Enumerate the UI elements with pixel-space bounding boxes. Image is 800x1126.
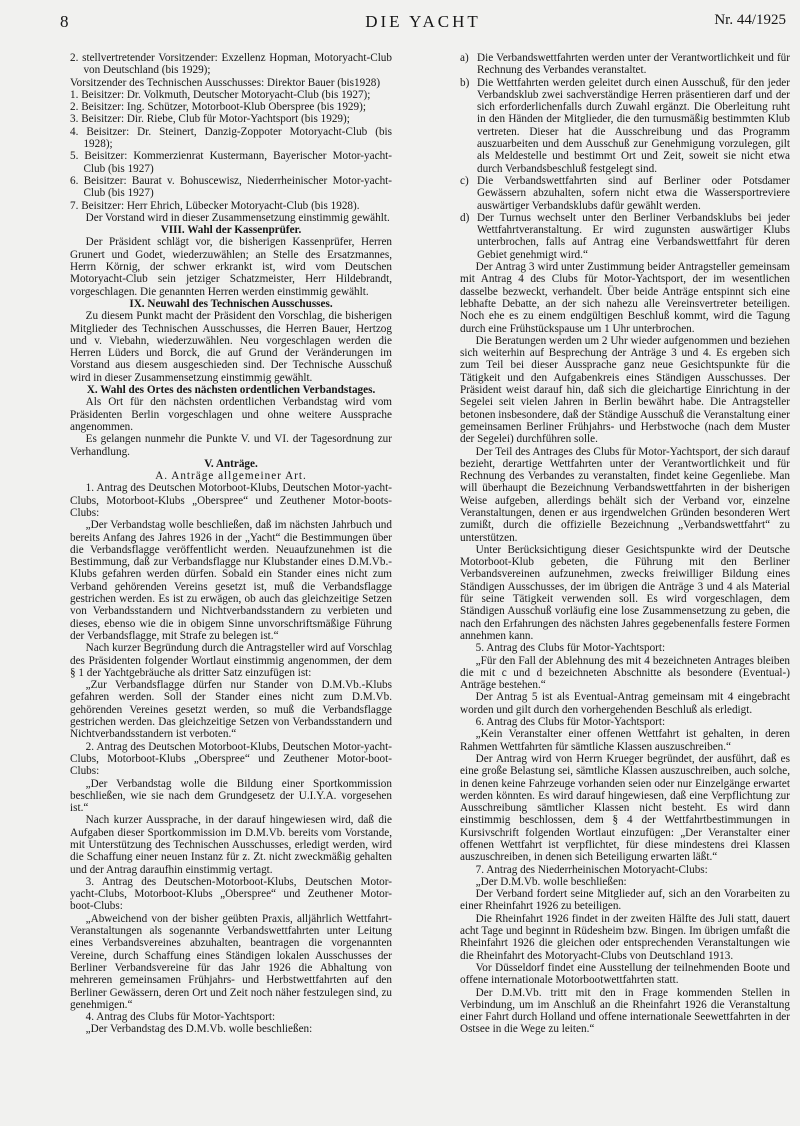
page-header xyxy=(60,12,786,38)
paragraph: Es gelangen nunmehr die Punkte V. und VI. der Tagesordnung zur Verhandlung. xyxy=(70,433,392,458)
board-entry: 2. stellvertretender Vorsitzender: Exzellenz Hopman, Motoryacht-Club von Deutschland (bis 1929); xyxy=(70,52,392,77)
quoted-motion: „Der D.M.Vb. wolle beschließen: xyxy=(475,875,627,888)
board-entry: 6. Beisitzer: Baurat v. Bohuscewisz, Niederrheinischer Motor-yacht-Club (bis 1927) xyxy=(70,174,392,200)
quoted-motion: „Für den Fall der Ablehnung des mit 4 bezeichneten Antrages bleiben die mit c und d bezeichneten Abschnitte als besondere (Eventual-) Anträge bestehen.“ xyxy=(460,654,790,692)
board-entry: 3. Beisitzer: Dir. Riebe, Club für Motor-Yachtsport (bis 1929); xyxy=(70,113,350,126)
paragraph: Der Vorstand wird in dieser Zusammensetzung einstimmig gewählt. xyxy=(85,211,390,224)
motion-item xyxy=(460,52,790,77)
board-entry: Vorsitzender des Technischen Ausschusses: Direktor Bauer (bis1928) xyxy=(70,76,381,89)
paragraph: Als Ort für den nächsten ordentlichen Verbandstag wird vom Präsidenten Berlin vorgeschlagen und ohne weitere Aussprache angenommen. xyxy=(70,396,392,433)
quoted-motion: Der Verband fordert seine Mitglieder auf, sich an den Vorarbeiten zu einer Rheinfahrt 1926 zu beteiligen. xyxy=(460,888,790,913)
left-column xyxy=(70,52,392,1036)
subsection-heading: A. Anträge allgemeiner Art. xyxy=(155,470,307,483)
motion-item-label: b) xyxy=(460,76,470,89)
quoted-motion: „Der Verbandstag des D.M.Vb. wolle beschließen: xyxy=(85,1023,313,1036)
paragraph: Der Antrag wird von Herrn Krueger begründet, der ausführt, daß es eine große Belastung sei, sämtliche Klassen auszuschreiben, auch solche, in denen keine Fahrzeuge vorhanden seien oder nur Einzelgänge erwartet werden könnten. Es wird darauf hingewiesen, daß eine Verpflichtung zur Ausschreibung sämtlicher Klassen nicht besteht. Es wird dann einstimmig beschlossen, dem § 4 der Wettfahrtbestimmungen in Kursivschrift folgenden Wortlaut einzufügen: „Der Veranstalter einer offenen Wettfahrt ist verpflichtet, für diese mindestens drei Klassen auszuschreiben, in denen sich Beteiligung erwarten läßt.“ xyxy=(460,752,790,864)
quoted-motion: „Zur Verbandsflagge dürfen nur Stander von D.M.Vb.-Klubs gefahren werden. Soll der Stander eines nicht zum D.M.Vb. gehörenden Vereines gesetzt werden, so muß die Verbandsflagge gestrichen werden. Das gleichzeitige Setzen von Verbandsstandern und Nichtverbandsstandern ist verboten.“ xyxy=(70,679,392,741)
section-heading: V. Anträge. xyxy=(204,457,258,470)
paragraph: Die Beratungen werden um 2 Uhr wieder aufgenommen und beziehen sich weiterhin auf Besprechung der Anträge 3 und 4. Es ergeben sich zum Teil bei dieser Aussprache ganz neue Gesichtspunkte für die Tätigkeit und den Aufgabenkreis eines Ständigen Ausschusses. Der Präsident weist darauf hin, daß sich die gleichartige Einrichtung in der Segelei seit vielen Jahren in Berlin bewährt habe. Die Antragsteller betonen insbesondere, daß der Ständige Ausschuß die Veranstaltung einer gemeinsamen Berliner Frühjahrs- und Herbstwoche (nach dem Muster der Segelei) durchführen solle. xyxy=(460,334,790,446)
board-entry: 7. Beisitzer: Herr Ehrich, Lübecker Motoryacht-Club (bis 1928). xyxy=(70,199,360,212)
motion-title: 2. Antrag des Deutschen Motorboot-Klubs, Deutschen Motor-yacht-Clubs, Motorboot-Klubs „Oberspree“ und Zeuthener Motor-boot-Clubs: xyxy=(70,740,392,778)
page-number: 8 xyxy=(60,12,69,31)
paragraph: Nach kurzer Aussprache, in der darauf hingewiesen wird, daß die Aufgaben dieser Sportkommission im D.M.Vb. bereits vom Vorstande, mit Unterstützung des Technischen Ausschusses, erledigt werden, wird die Schaffung einer neuen Instanz für z. Zt. nicht zweckmäßig gehalten und der Antrag daraufhin einstimmig vertagt. xyxy=(70,814,392,876)
motion-item-label: c) xyxy=(460,174,469,187)
motion-item xyxy=(460,212,790,261)
paragraph: Zu diesem Punkt macht der Präsident den Vorschlag, die bisherigen Mitglieder des Technischen Ausschusses, die Herren Bauer, Hertzog und v. Viebahn, wiederzuwählen. Neu vorgeschlagen werden die Herren Lüders und Borck, die auf Grund der Veränderungen im Vorstand aus diesem ausgeschieden sind. Der Technische Ausschuß wird in dieser Zusammensetzung einstimmig gewählt. xyxy=(70,310,392,384)
motion-title: 4. Antrag des Clubs für Motor-Yachtsport: xyxy=(85,1011,276,1024)
paragraph: Der Antrag 3 wird unter Zustimmung beider Antragsteller gemeinsam mit Antrag 4 des Clubs für Motor-Yachtsport, der im wesentlichen dasselbe bezweckt, verhandelt. Über beide Anträge entspinnt sich eine lebhafte Debatte, an der sich nahezu alle Vereinsvertreter beteiligen. Noch ehe es zu einem endgültigen Beschluß kommt, wird die Tagung durch eine Frühstückspause um 1 Uhr unterbrochen. xyxy=(460,261,790,335)
paragraph: Nach kurzer Begründung durch die Antragsteller wird auf Vorschlag des Präsidenten folgender Wortlaut einstimmig angenommen, der dem § 1 der Yachtgebräuche als dritter Satz einzufügen ist: xyxy=(70,642,392,679)
motion-title: 1. Antrag des Deutschen Motorboot-Klubs, Deutschen Motor-yacht-Clubs, Motorboot-Klubs „Oberspree“ und Zeuthener Motor-boots-Clubs: xyxy=(70,482,392,519)
motion-title: 5. Antrag des Clubs für Motor-Yachtsport: xyxy=(475,642,666,655)
quoted-motion: „Der Verbandstag wolle beschließen, daß im nächsten Jahrbuch und bereits Anfang des Jahres 1926 in der „Yacht“ die Bestimmungen über die Verbandsflagge veröffentlicht werden. Neuaufzunehmen ist die Bestimmung, daß zur Verbandsflagge nur Klubstander eines D.M.Vb.-Klubs gefahren werden dürfen. Sobald ein Stander eines nicht zum Verband gehörenden Vereins gesetzt ist, muß die Verbandsflagge gestrichen werden. Es ist zu erwägen, ob auch das gleichzeitige Setzen von Verbandsstandern und Nichtverbandsstandern zu verbieten und dieses, ebenso wie die in obigem Sinne unvorschriftsmäßige Führung der Verbandsflagge, mit Strafe zu belegen ist.“ xyxy=(70,519,392,642)
paragraph: Der Teil des Antrages des Clubs für Motor-Yachtsport, der sich darauf bezieht, derartige Wettfahrten unter der Verantwortlichkeit und für Rechnung des Verbandes zu veranstalten, findet keine Gegenliebe. Man will überhaupt die Bezeichnung Verbandswettfahrten in der bisherigen Weise aufgeben, allerdings behält sich der Verband vor, einzelne Veranstaltungen, denen er aus irgendwelchen Gründen besonderen Wert zumißt, durch die offizielle Bezeichnung „Verbandswettfahrt“ zu unterstützen. xyxy=(460,445,790,544)
quoted-motion: Der D.M.Vb. tritt mit den in Frage kommenden Stellen in Verbindung, um im Anschluß an die Rheinfahrt 1926 die Veranstaltung einer Fahrt durch Holland und offene internationale Seewettfahrten in der Ostsee in die Wege zu leiten.“ xyxy=(460,986,790,1036)
board-entry: 2. Beisitzer: Ing. Schützer, Motorboot-Klub Oberspree (bis 1929); xyxy=(70,101,366,114)
section-heading: IX. Neuwahl des Technischen Ausschusses. xyxy=(129,297,333,310)
motion-item-text: Die Wettfahrten werden geleitet durch einen Ausschuß, für den jeder Verbandsklub zwei sachverständige Herren präsentieren darf und der sich erforderlichenfalls durch Zuwahl ergänzt. Die Oberleitung ruht in den Händen der Mitglieder, die den turnusmäßig bestimmten Klub vertreten. Dieser hat die Ausschreibung und das Programm auszuarbeiten und dem Ausschuß zur Genehmigung vorzulegen, gilt als Meldestelle und bestimmt Ort und Zeit, soweit sie nicht etwa durch Verbandsbeschluß festgelegt sind. xyxy=(477,76,790,175)
section-heading: VIII. Wahl der Kassenprüfer. xyxy=(160,224,302,237)
motion-item xyxy=(460,77,790,175)
motion-title: 7. Antrag des Niederrheinischen Motoryacht-Clubs: xyxy=(475,863,708,876)
right-column xyxy=(460,52,790,1036)
issue-number: Nr. 44/1925 xyxy=(714,12,786,28)
quoted-motion: Vor Düsseldorf findet eine Ausstellung der teilnehmenden Boote und offene internationale Motorbootwettfahrten statt. xyxy=(460,961,790,987)
motion-item-label: a) xyxy=(460,52,469,64)
motion-title: 3. Antrag des Deutschen-Motorboot-Klubs, Deutschen Motor-yacht-Clubs, Motorboot-Klubs „Oberspree“ und Zeuthener Motor-boot-Clubs: xyxy=(70,875,392,913)
quoted-motion: „Der Verbandstag wolle die Bildung einer Sportkommission beschließen, wie sie nach dem Grundgesetz der U.I.Y.A. vorgesehen ist.“ xyxy=(70,777,392,815)
quoted-motion: „Kein Veranstalter einer offenen Wettfahrt ist gehalten, in deren Rahmen Wettfahrten für sämtliche Klassen auszuschreiben.“ xyxy=(460,728,790,753)
motion-item-text: Die Verbandswettfahrten werden unter der Verantwortlichkeit und für Rechnung des Verbandes veranstaltet. xyxy=(477,52,790,77)
paragraph: Der Präsident schlägt vor, die bisherigen Kassenprüfer, Herren Grunert und Godet, wiederzuwählen; an Stelle des Ersatzmannes, Herrn Körnig, der schwer erkrankt ist, wird vom Deutschen Motoryacht-Club sein jetziger Schatzmeister, Herr Hildebrandt, vorgeschlagen. Die genannten Herren werden einstimmig gewählt. xyxy=(70,236,392,298)
paragraph: Der Antrag 5 ist als Eventual-Antrag gemeinsam mit 4 eingebracht worden und gilt durch den vorhergehenden Beschluß als erledigt. xyxy=(460,691,790,716)
motion-item xyxy=(460,175,790,212)
motion-title: 6. Antrag des Clubs für Motor-Yachtsport: xyxy=(475,716,666,729)
motion-item-text: Der Turnus wechselt unter den Berliner Verbandsklubs bei jeder Wettfahrtveranstaltung. Er wird zugunsten auswärtiger Klubs unterbrochen, falls auf Antrag eine Verbandswettfahrt für deren Gebiet genehmigt wird.“ xyxy=(477,211,790,261)
board-entry: 5. Beisitzer: Kommerzienrat Kustermann, Bayerischer Motor-yacht-Club (bis 1927) xyxy=(70,150,392,175)
quoted-motion: „Abweichend von der bisher geübten Praxis, alljährlich Wettfahrt-Veranstaltungen als sogenannte Verbandswettfahrten unter Leitung eines Verbandsvereines abzuhalten, beantragen die vorgenannten Vereine, durch Schaffung eines Ständigen lokalen Ausschusses der Berliner Verbandsvereine für das Jahr 1926 die Abhaltung von mehreren gemeinsamen Frühjahrs- und Herbstwettfahrten auf den Berliner Gewässern, deren Ort und Zeit noch näher festzulegen sind, zu genehmigen.“ xyxy=(70,912,392,1011)
motion-item-label: d) xyxy=(460,211,470,224)
motion-item-text: Die Verbandswettfahrten sind auf Berliner oder Potsdamer Gewässern abzuhalten, sofern nicht etwa die Wassersportreviere auswärtiger Verbandsklubs dafür gewählt werden. xyxy=(477,174,790,212)
quoted-motion: Die Rheinfahrt 1926 findet in der zweiten Hälfte des Juli statt, dauert acht Tage und beginnt in Rüdesheim bzw. Bingen. Im übrigen umfaßt die Rheinfahrt 1926 die gleichen oder entsprechenden Veranstaltungen wie die Rheinfahrt des Motoryacht-Clubs von Deutschland 1913. xyxy=(460,912,790,962)
board-entry: 4. Beisitzer: Dr. Steinert, Danzig-Zoppoter Motoryacht-Club (bis 1928); xyxy=(70,125,392,151)
publication-title: DIE YACHT xyxy=(365,12,481,31)
paragraph: Unter Berücksichtigung dieser Gesichtspunkte wird der Deutsche Motorboot-Klub gebeten, die Führung mit den Berliner Verbandsvereinen aufzunehmen, zwecks freiwilliger Bildung eines Ständigen Ausschusses, der im übrigen die Anträge 3 und 4 als Material für seine Tätigkeit verwenden soll. Es wird vorgeschlagen, dem Ständigen Ausschuß vorläufig eine lose Zusammensetzung zu geben, die nach den Erfahrungen des nächsten Jahres gegebenenfalls festere Formen annehmen kann. xyxy=(460,543,790,642)
board-entry: 1. Beisitzer: Dr. Volkmuth, Deutscher Motoryacht-Club (bis 1927); xyxy=(70,88,371,101)
section-heading: X. Wahl des Ortes des nächsten ordentlichen Verbandstages. xyxy=(86,384,376,397)
